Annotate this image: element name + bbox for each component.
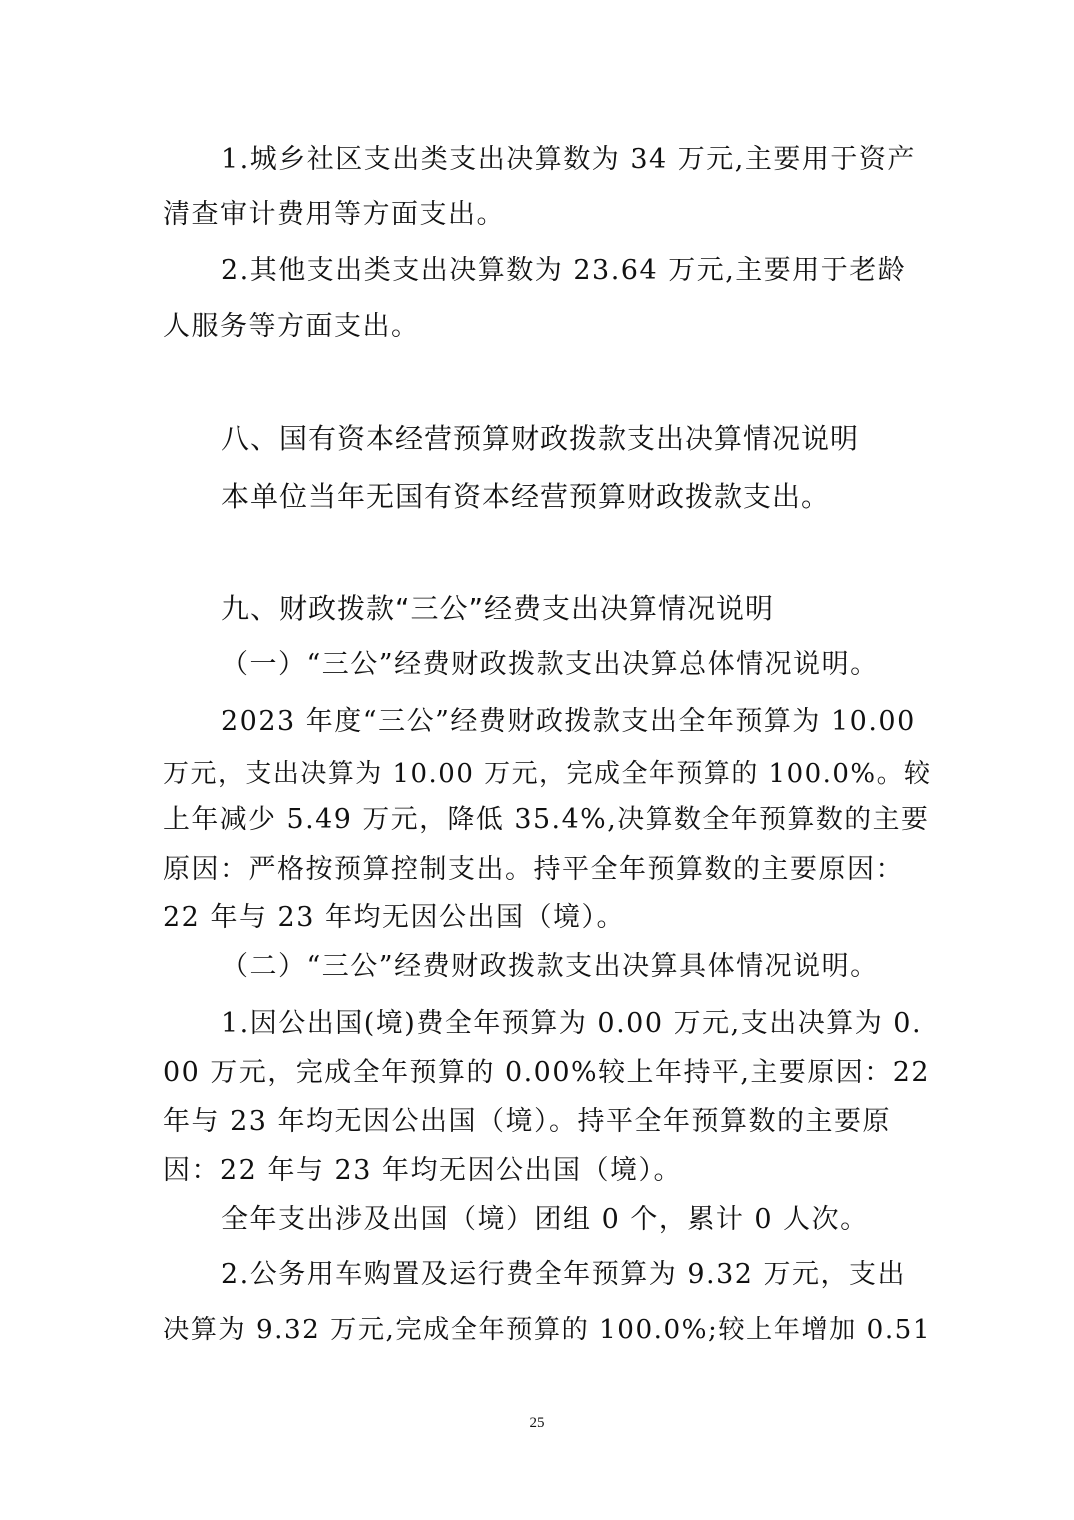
para-line-11: 00 万元，完成全年预算的 0.00%较上年持平,主要原因：22 (163, 1057, 930, 1088)
para-line-10: 1.因公出国(境)费全年预算为 0.00 万元,支出决算为 0. (221, 1008, 923, 1039)
page-number: 25 (529, 1415, 545, 1431)
para-line-13: 因：22 年与 23 年均无因公出国（境）。 (163, 1155, 682, 1186)
para-line-16: 决算为 9.32 万元,完成全年预算的 100.0%;较上年增加 0.51 (163, 1315, 932, 1345)
section-8-body: 本单位当年无国有资本经营预算财政拨款支出。 (221, 480, 831, 513)
section-heading-8: 八、国有资本经营预算财政拨款支出决算情况说明 (221, 422, 860, 455)
section-heading-9: 九、财政拨款“三公”经费支出决算情况说明 (221, 592, 775, 625)
para-line-7: 上年减少 5.49 万元，降低 35.4%,决算数全年预算数的主要 (163, 804, 930, 835)
para-line-12: 年与 23 年均无因公出国（境）。持平全年预算数的主要原 (163, 1106, 892, 1137)
para-line-4: 人服务等方面支出。 (163, 311, 420, 342)
para-line-3: 2.其他支出类支出决算数为 23.64 万元,主要用于老龄 (221, 255, 907, 286)
para-line-1: 1.城乡社区支出类支出决算数为 34 万元,主要用于资产 (221, 144, 916, 175)
subheading-1: （一）“三公”经费财政拨款支出决算总体情况说明。 (221, 649, 879, 680)
para-line-14: 全年支出涉及出国（境）团组 0 个，累计 0 人次。 (221, 1204, 869, 1235)
para-line-5: 2023 年度“三公”经费财政拨款支出全年预算为 10.00 (221, 706, 916, 737)
para-line-15: 2.公务用车购置及运行费全年预算为 9.32 万元，支出 (221, 1259, 907, 1290)
subheading-2: （二）“三公”经费财政拨款支出决算具体情况说明。 (221, 951, 879, 982)
para-line-6: 万元，支出决算为 10.00 万元，完成全年预算的 100.0%。较 (163, 759, 932, 789)
para-line-8: 原因：严格按预算控制支出。持平全年预算数的主要原因： (163, 854, 904, 885)
para-line-2: 清查审计费用等方面支出。 (163, 199, 505, 230)
para-line-9: 22 年与 23 年均无因公出国（境）。 (163, 902, 625, 933)
